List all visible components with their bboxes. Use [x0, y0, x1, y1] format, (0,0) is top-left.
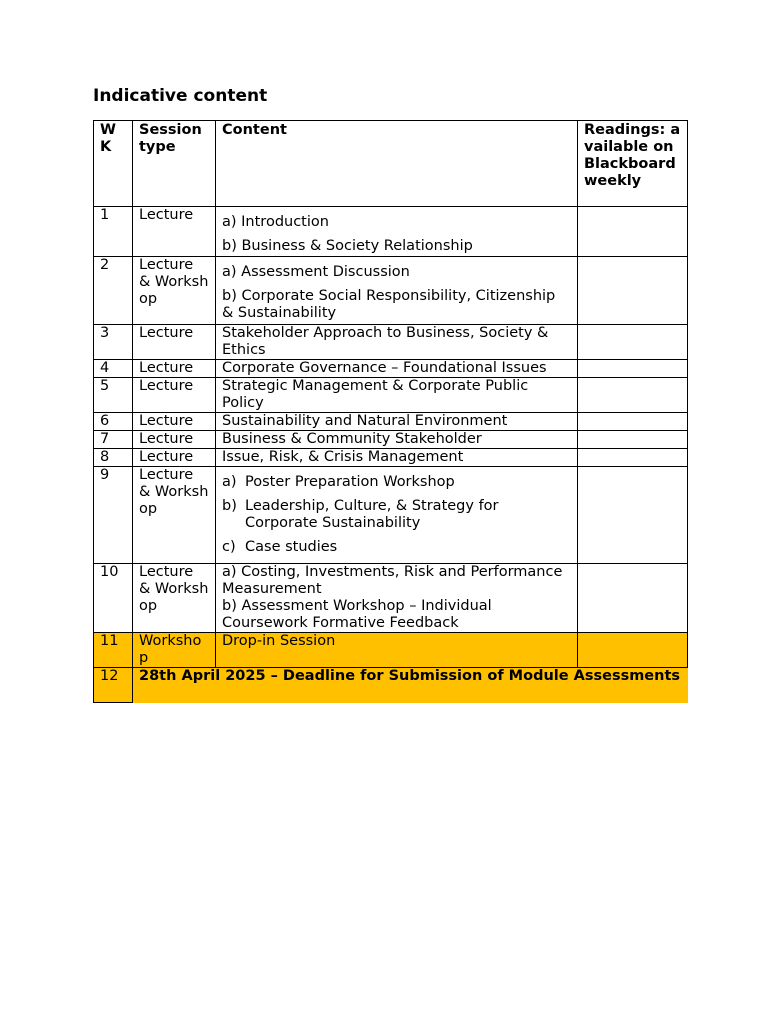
list-text: Leadership, Culture, & Strategy for Corporate Sustainability: [245, 498, 499, 531]
wk-cell: 3: [94, 325, 133, 360]
table-row: [94, 378, 688, 413]
session-type-cell: Lecture: [133, 378, 216, 413]
table-header-row: [94, 121, 688, 207]
table-row-highlighted: [94, 633, 688, 668]
wk-cell: 11: [94, 633, 133, 668]
table-row: [94, 431, 688, 449]
table-row: [94, 257, 688, 325]
page-heading: Indicative content: [93, 86, 268, 106]
indicative-content-table: [93, 120, 688, 703]
header-session-type: Session type: [133, 121, 216, 207]
list-text: Poster Preparation Workshop: [245, 474, 455, 490]
content-cell: [216, 467, 578, 564]
wk-cell: 7: [94, 431, 133, 449]
list-marker: a): [222, 474, 237, 490]
session-type-cell: Lecture: [133, 431, 216, 449]
wk-cell: 6: [94, 413, 133, 431]
wk-cell: 4: [94, 360, 133, 378]
table-row: [94, 467, 688, 564]
readings-cell: [578, 467, 688, 564]
content-cell: Business & Community Stakeholder: [216, 431, 578, 449]
content-list-item: [222, 474, 571, 491]
readings-cell: [578, 633, 688, 668]
table-row: [94, 360, 688, 378]
content-cell: [216, 564, 578, 633]
content-item: b) Business & Society Relationship: [222, 238, 473, 254]
session-type-cell: Lecture: [133, 207, 216, 257]
header-readings: Readings: available on Blackboard weekly: [578, 121, 688, 207]
content-cell: Stakeholder Approach to Business, Society & Ethics: [216, 325, 578, 360]
list-marker: c): [222, 539, 236, 555]
content-list-item: [222, 498, 571, 532]
content-item: b) Assessment Workshop – Individual Coursework Formative Feedback: [222, 598, 492, 631]
wk-cell: 12: [94, 668, 133, 703]
session-type-cell: Lecture: [133, 360, 216, 378]
session-type-cell: Lecture & Workshop: [133, 564, 216, 633]
wk-cell: 1: [94, 207, 133, 257]
session-type-cell: Lecture & Workshop: [133, 257, 216, 325]
readings-cell: [578, 325, 688, 360]
session-type-cell: Lecture: [133, 449, 216, 467]
wk-cell: 2: [94, 257, 133, 325]
deadline-row: [94, 668, 688, 703]
wk-cell: 8: [94, 449, 133, 467]
table-row: [94, 564, 688, 633]
content-item: a) Costing, Investments, Risk and Performance Measurement: [222, 564, 563, 597]
deadline-cell: 28th April 2025 – Deadline for Submission of Module Assessments: [133, 668, 688, 703]
content-cell: [216, 257, 578, 325]
content-cell: Drop-in Session: [216, 633, 578, 668]
session-type-cell: Lecture & Workshop: [133, 467, 216, 564]
readings-cell: [578, 564, 688, 633]
session-type-cell: Workshop: [133, 633, 216, 668]
readings-cell: [578, 413, 688, 431]
content-cell: Issue, Risk, & Crisis Management: [216, 449, 578, 467]
list-marker: b): [222, 498, 237, 514]
readings-cell: [578, 207, 688, 257]
table-row: [94, 207, 688, 257]
readings-cell: [578, 360, 688, 378]
session-type-cell: Lecture: [133, 413, 216, 431]
table-row: [94, 413, 688, 431]
readings-cell: [578, 431, 688, 449]
list-text: Case studies: [245, 539, 338, 555]
content-cell: Strategic Management & Corporate Public Policy: [216, 378, 578, 413]
content-list-item: [222, 539, 571, 556]
readings-cell: [578, 378, 688, 413]
readings-cell: [578, 257, 688, 325]
content-cell: [216, 207, 578, 257]
wk-cell: 10: [94, 564, 133, 633]
header-content: Content: [216, 121, 578, 207]
content-item: a) Introduction: [222, 214, 329, 230]
content-cell: Sustainability and Natural Environment: [216, 413, 578, 431]
table-row: [94, 449, 688, 467]
readings-cell: [578, 449, 688, 467]
content-item: b) Corporate Social Responsibility, Citizenship & Sustainability: [222, 288, 556, 321]
header-wk: WK: [94, 121, 133, 207]
content-cell: Corporate Governance – Foundational Issues: [216, 360, 578, 378]
wk-cell: 9: [94, 467, 133, 564]
wk-cell: 5: [94, 378, 133, 413]
table-row: [94, 325, 688, 360]
session-type-cell: Lecture: [133, 325, 216, 360]
content-item: a) Assessment Discussion: [222, 264, 410, 280]
